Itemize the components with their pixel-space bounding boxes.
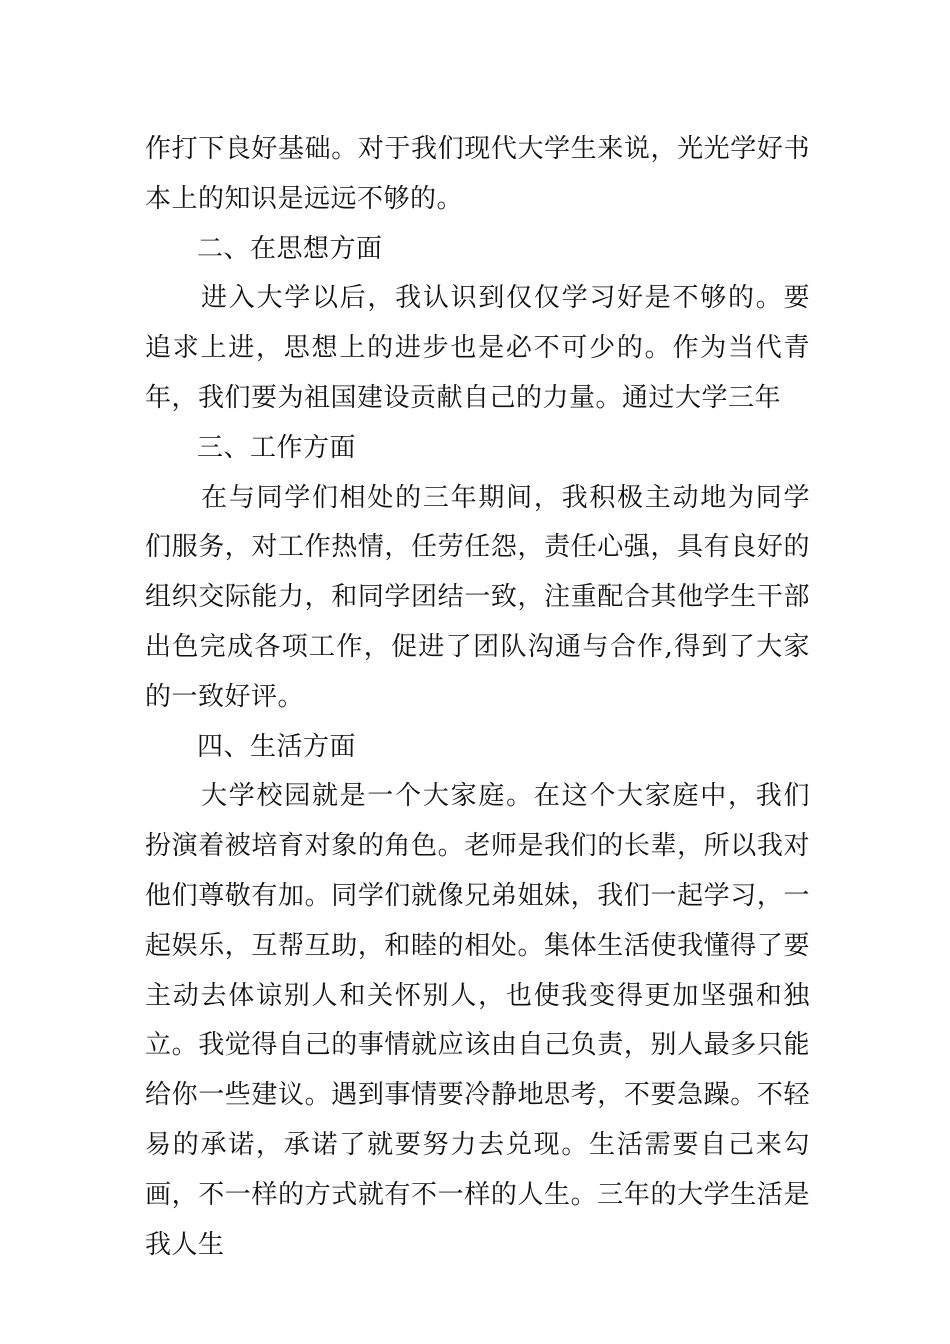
paragraph-thought: 进入大学以后，我认识到仅仅学习好是不够的。要追求上进，思想上的进步也是必不可少的。作为当代青年，我们要为祖国建设贡献自己的力量。通过大学三年 (145, 283, 810, 413)
paragraph-work: 在与同学们相处的三年期间，我积极主动地为同学们服务，对工作热情，任劳任怨，责任心强，具有良好的组织交际能力，和同学团结一致，注重配合其他学生干部出色完成各项工作，促进了团队沟通与合作,得到了大家的一致好评。 (145, 482, 810, 712)
section-heading-thought: 二、在思想方面 (197, 233, 383, 264)
paragraph-intro-continuation: 作打下良好基础。对于我们现代大学生来说，光光学好书本上的知识是远远不够的。 (145, 134, 810, 214)
section-heading-life: 四、生活方面 (197, 731, 357, 762)
document-body (145, 125, 810, 1270)
paragraph-life: 大学校园就是一个大家庭。在这个大家庭中，我们扮演着被培育对象的角色。老师是我们的长辈，所以我对他们尊敬有加。同学们就像兄弟姐妹，我们一起学习，一起娱乐，互帮互助，和睦的相处。集体生活使我懂得了要主动去体谅别人和关怀别人，也使我变得更加坚强和独立。我觉得自己的事情就应该由自己负责，别人最多只能给你一些建议。遇到事情要冷静地思考，不要急躁。不轻易的承诺，承诺了就要努力去兑现。生活需要自己来勾画，不一样的方式就有不一样的人生。三年的大学生活是我人生 (145, 781, 810, 1260)
section-heading-work: 三、工作方面 (197, 432, 357, 463)
